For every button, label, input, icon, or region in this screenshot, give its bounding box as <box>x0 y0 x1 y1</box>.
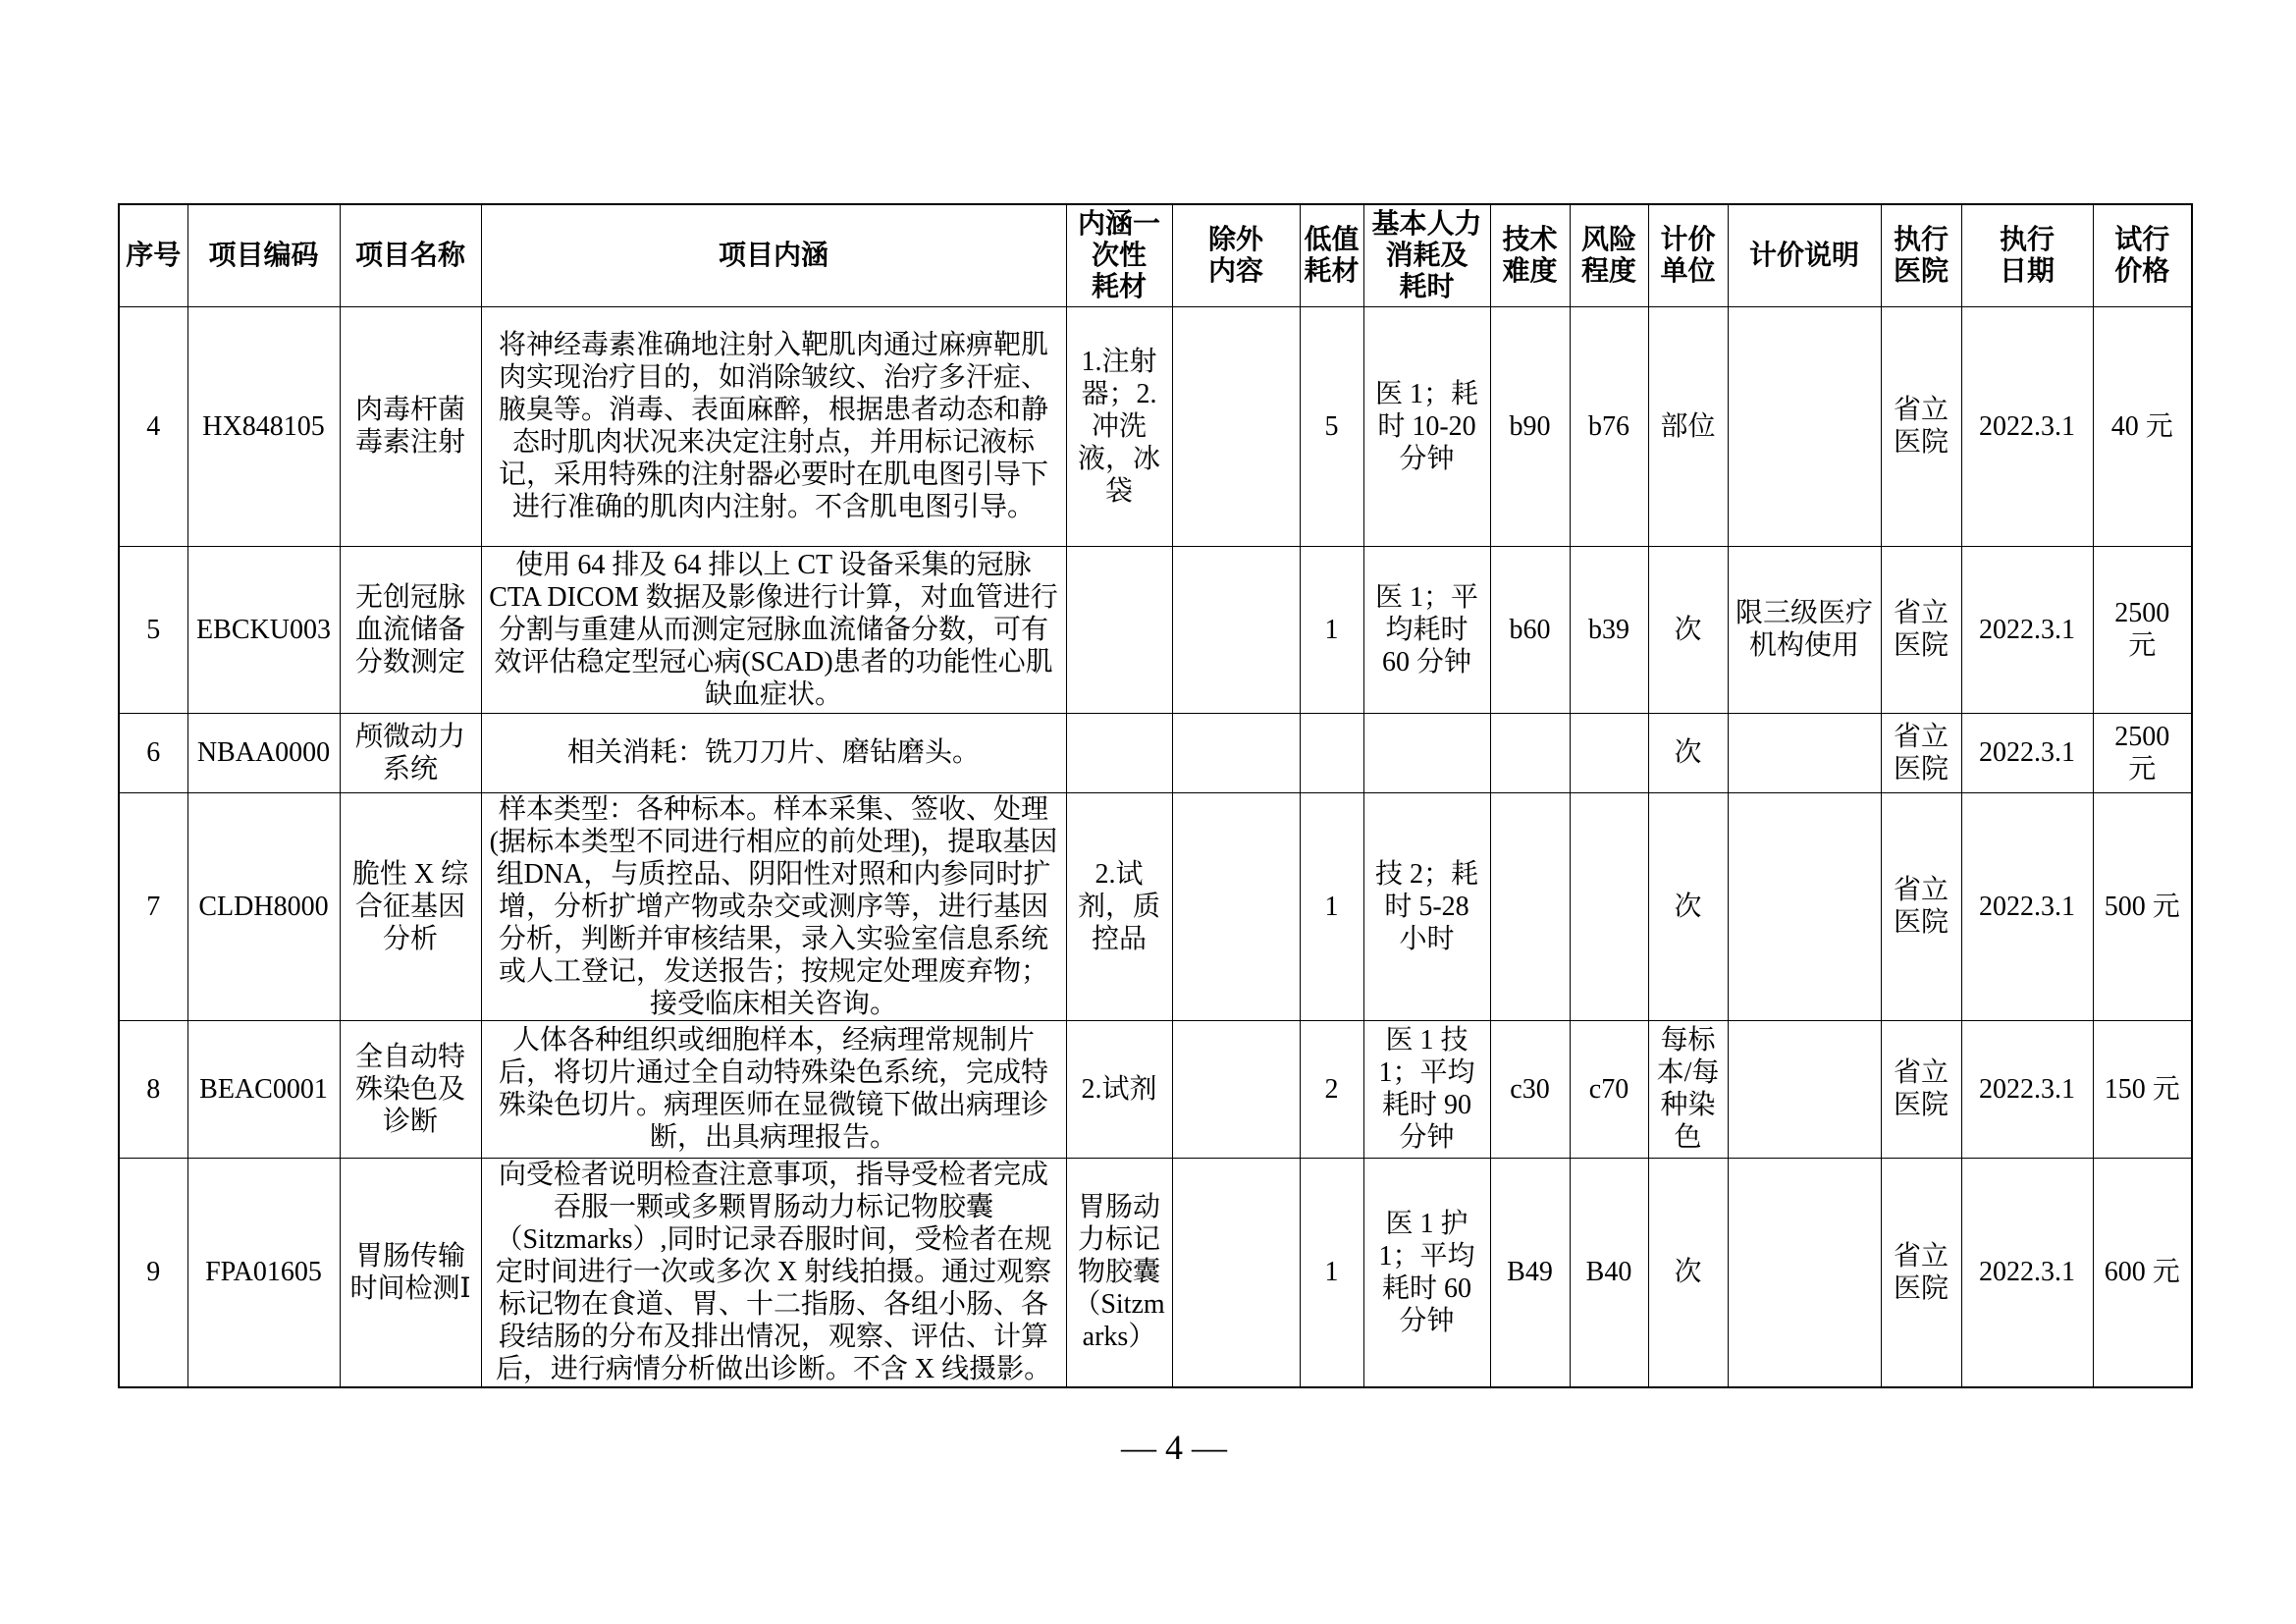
price-table <box>118 203 2193 1388</box>
cell-labor-time <box>1363 713 1490 792</box>
cell-risk-level: b76 <box>1570 306 1648 546</box>
cell-unit: 次 <box>1648 546 1728 713</box>
header-hospital: 执行 医院 <box>1881 204 1961 306</box>
header-consumables: 内涵一 次性 耗材 <box>1066 204 1172 306</box>
cell-code: HX848105 <box>187 306 340 546</box>
cell-risk-level <box>1570 713 1648 792</box>
cell-content: 使用 64 排及 64 排以上 CT 设备采集的冠脉 CTA DICOM 数据及影像进行计算，对血管进行分割与重建从而测定冠脉血流储备分数，可有效评估稳定型冠心病(SCAD)患者的功能性心肌缺血症状。 <box>481 546 1066 713</box>
cell-low-value: 1 <box>1300 792 1363 1020</box>
cell-date: 2022.3.1 <box>1961 1020 2093 1158</box>
header-labor-time: 基本人力 消耗及 耗时 <box>1363 204 1490 306</box>
cell-pricing-note <box>1728 306 1881 546</box>
cell-low-value: 5 <box>1300 306 1363 546</box>
cell-consumables: 胃肠动力标记物胶囊（Sitzmarks） <box>1066 1158 1172 1387</box>
cell-pricing-note <box>1728 713 1881 792</box>
table-row <box>119 1020 2192 1158</box>
cell-low-value: 1 <box>1300 1158 1363 1387</box>
header-pricing-note: 计价说明 <box>1728 204 1881 306</box>
cell-hospital: 省立医院 <box>1881 546 1961 713</box>
table-row <box>119 713 2192 792</box>
cell-excluded <box>1172 306 1300 546</box>
cell-consumables: 2.试剂 <box>1066 1020 1172 1158</box>
cell-labor-time: 技 2；耗时 5-28 小时 <box>1363 792 1490 1020</box>
header-low-value: 低值 耗材 <box>1300 204 1363 306</box>
cell-seq: 9 <box>119 1158 187 1387</box>
cell-code: NBAA0000 <box>187 713 340 792</box>
cell-low-value: 2 <box>1300 1020 1363 1158</box>
cell-pricing-note <box>1728 792 1881 1020</box>
cell-date: 2022.3.1 <box>1961 546 2093 713</box>
header-price: 试行 价格 <box>2093 204 2192 306</box>
cell-unit: 部位 <box>1648 306 1728 546</box>
cell-name: 无创冠脉血流储备分数测定 <box>340 546 481 713</box>
cell-consumables: 2.试剂，质控品 <box>1066 792 1172 1020</box>
cell-content: 将神经毒素准确地注射入靶肌肉通过麻痹靶肌肉实现治疗目的，如消除皱纹、治疗多汗症、腋臭等。消毒、表面麻醉，根据患者动态和静态时肌肉状况来决定注射点，并用标记液标记，采用特殊的注射器必要时在肌电图引导下进行准确的肌肉内注射。不含肌电图引导。 <box>481 306 1066 546</box>
header-tech-difficulty: 技术 难度 <box>1490 204 1570 306</box>
cell-labor-time: 医 1 技 1；平均耗时 90 分钟 <box>1363 1020 1490 1158</box>
cell-name: 脆性 X 综合征基因分析 <box>340 792 481 1020</box>
cell-unit: 次 <box>1648 792 1728 1020</box>
cell-date: 2022.3.1 <box>1961 306 2093 546</box>
cell-excluded <box>1172 792 1300 1020</box>
cell-hospital: 省立医院 <box>1881 1158 1961 1387</box>
cell-content: 样本类型：各种标本。样本采集、签收、处理(据标本类型不同进行相应的前处理)，提取基因组DNA，与质控品、阴阳性对照和内参同时扩增，分析扩增产物或杂交或测序等，进行基因分析，判断并审核结果，录入实验室信息系统或人工登记，发送报告；按规定处理废弃物；接受临床相关咨询。 <box>481 792 1066 1020</box>
cell-price: 150 元 <box>2093 1020 2192 1158</box>
cell-risk-level <box>1570 792 1648 1020</box>
cell-unit: 每标本/每种染色 <box>1648 1020 1728 1158</box>
header-row <box>119 204 2192 306</box>
cell-consumables <box>1066 713 1172 792</box>
cell-tech-difficulty: c30 <box>1490 1020 1570 1158</box>
cell-excluded <box>1172 713 1300 792</box>
cell-name: 全自动特殊染色及诊断 <box>340 1020 481 1158</box>
cell-labor-time: 医 1；耗时 10-20 分钟 <box>1363 306 1490 546</box>
cell-tech-difficulty: b60 <box>1490 546 1570 713</box>
cell-pricing-note <box>1728 1158 1881 1387</box>
cell-low-value: 1 <box>1300 546 1363 713</box>
cell-seq: 5 <box>119 546 187 713</box>
cell-risk-level: c70 <box>1570 1020 1648 1158</box>
cell-risk-level: B40 <box>1570 1158 1648 1387</box>
cell-risk-level: b39 <box>1570 546 1648 713</box>
cell-code: CLDH8000 <box>187 792 340 1020</box>
cell-name: 颅微动力系统 <box>340 713 481 792</box>
cell-low-value <box>1300 713 1363 792</box>
cell-content: 相关消耗：铣刀刀片、磨钻磨头。 <box>481 713 1066 792</box>
cell-date: 2022.3.1 <box>1961 1158 2093 1387</box>
cell-consumables <box>1066 546 1172 713</box>
cell-excluded <box>1172 1020 1300 1158</box>
cell-labor-time: 医 1；平均耗时 60 分钟 <box>1363 546 1490 713</box>
header-risk-level: 风险 程度 <box>1570 204 1648 306</box>
cell-pricing-note: 限三级医疗机构使用 <box>1728 546 1881 713</box>
cell-date: 2022.3.1 <box>1961 792 2093 1020</box>
cell-seq: 7 <box>119 792 187 1020</box>
cell-price: 500 元 <box>2093 792 2192 1020</box>
table-row <box>119 1158 2192 1387</box>
header-name: 项目名称 <box>340 204 481 306</box>
cell-content: 人体各种组织或细胞样本，经病理常规制片后，将切片通过全自动特殊染色系统，完成特殊染色切片。病理医师在显微镜下做出病理诊断，出具病理报告。 <box>481 1020 1066 1158</box>
table-row <box>119 546 2192 713</box>
header-content: 项目内涵 <box>481 204 1066 306</box>
header-seq: 序号 <box>119 204 187 306</box>
cell-hospital: 省立医院 <box>1881 1020 1961 1158</box>
cell-price: 600 元 <box>2093 1158 2192 1387</box>
page-number: — 4 — <box>1121 1428 1227 1467</box>
cell-price: 40 元 <box>2093 306 2192 546</box>
cell-seq: 8 <box>119 1020 187 1158</box>
cell-price: 2500 元 <box>2093 546 2192 713</box>
header-excluded: 除外 内容 <box>1172 204 1300 306</box>
table-row <box>119 792 2192 1020</box>
cell-name: 肉毒杆菌毒素注射 <box>340 306 481 546</box>
header-unit: 计价 单位 <box>1648 204 1728 306</box>
cell-name: 胃肠传输时间检测Ⅰ <box>340 1158 481 1387</box>
cell-seq: 6 <box>119 713 187 792</box>
cell-excluded <box>1172 546 1300 713</box>
cell-unit: 次 <box>1648 713 1728 792</box>
cell-tech-difficulty: B49 <box>1490 1158 1570 1387</box>
cell-hospital: 省立医院 <box>1881 792 1961 1020</box>
cell-consumables: 1.注射器；2.冲洗液，冰袋 <box>1066 306 1172 546</box>
cell-price: 2500 元 <box>2093 713 2192 792</box>
cell-labor-time: 医 1 护 1；平均耗时 60 分钟 <box>1363 1158 1490 1387</box>
header-code: 项目编码 <box>187 204 340 306</box>
cell-tech-difficulty: b90 <box>1490 306 1570 546</box>
cell-hospital: 省立医院 <box>1881 306 1961 546</box>
cell-hospital: 省立医院 <box>1881 713 1961 792</box>
cell-code: BEAC0001 <box>187 1020 340 1158</box>
table-row <box>119 306 2192 546</box>
cell-unit: 次 <box>1648 1158 1728 1387</box>
cell-date: 2022.3.1 <box>1961 713 2093 792</box>
cell-excluded <box>1172 1158 1300 1387</box>
header-date: 执行 日期 <box>1961 204 2093 306</box>
table-header <box>119 204 2192 306</box>
cell-code: EBCKU003 <box>187 546 340 713</box>
cell-seq: 4 <box>119 306 187 546</box>
cell-tech-difficulty <box>1490 792 1570 1020</box>
cell-pricing-note <box>1728 1020 1881 1158</box>
cell-code: FPA01605 <box>187 1158 340 1387</box>
table-body <box>119 306 2192 1387</box>
cell-content: 向受检者说明检查注意事项，指导受检者完成吞服一颗或多颗胃肠动力标记物胶囊（Sitzmarks）,同时记录吞服时间，受检者在规定时间进行一次或多次 X 射线拍摄。通过观察标记物在食道、胃、十二指肠、各组小肠、各段结肠的分布及排出情况，观察、评估、计算后，进行病情分析做出诊断。不含 X 线摄影。 <box>481 1158 1066 1387</box>
cell-tech-difficulty <box>1490 713 1570 792</box>
